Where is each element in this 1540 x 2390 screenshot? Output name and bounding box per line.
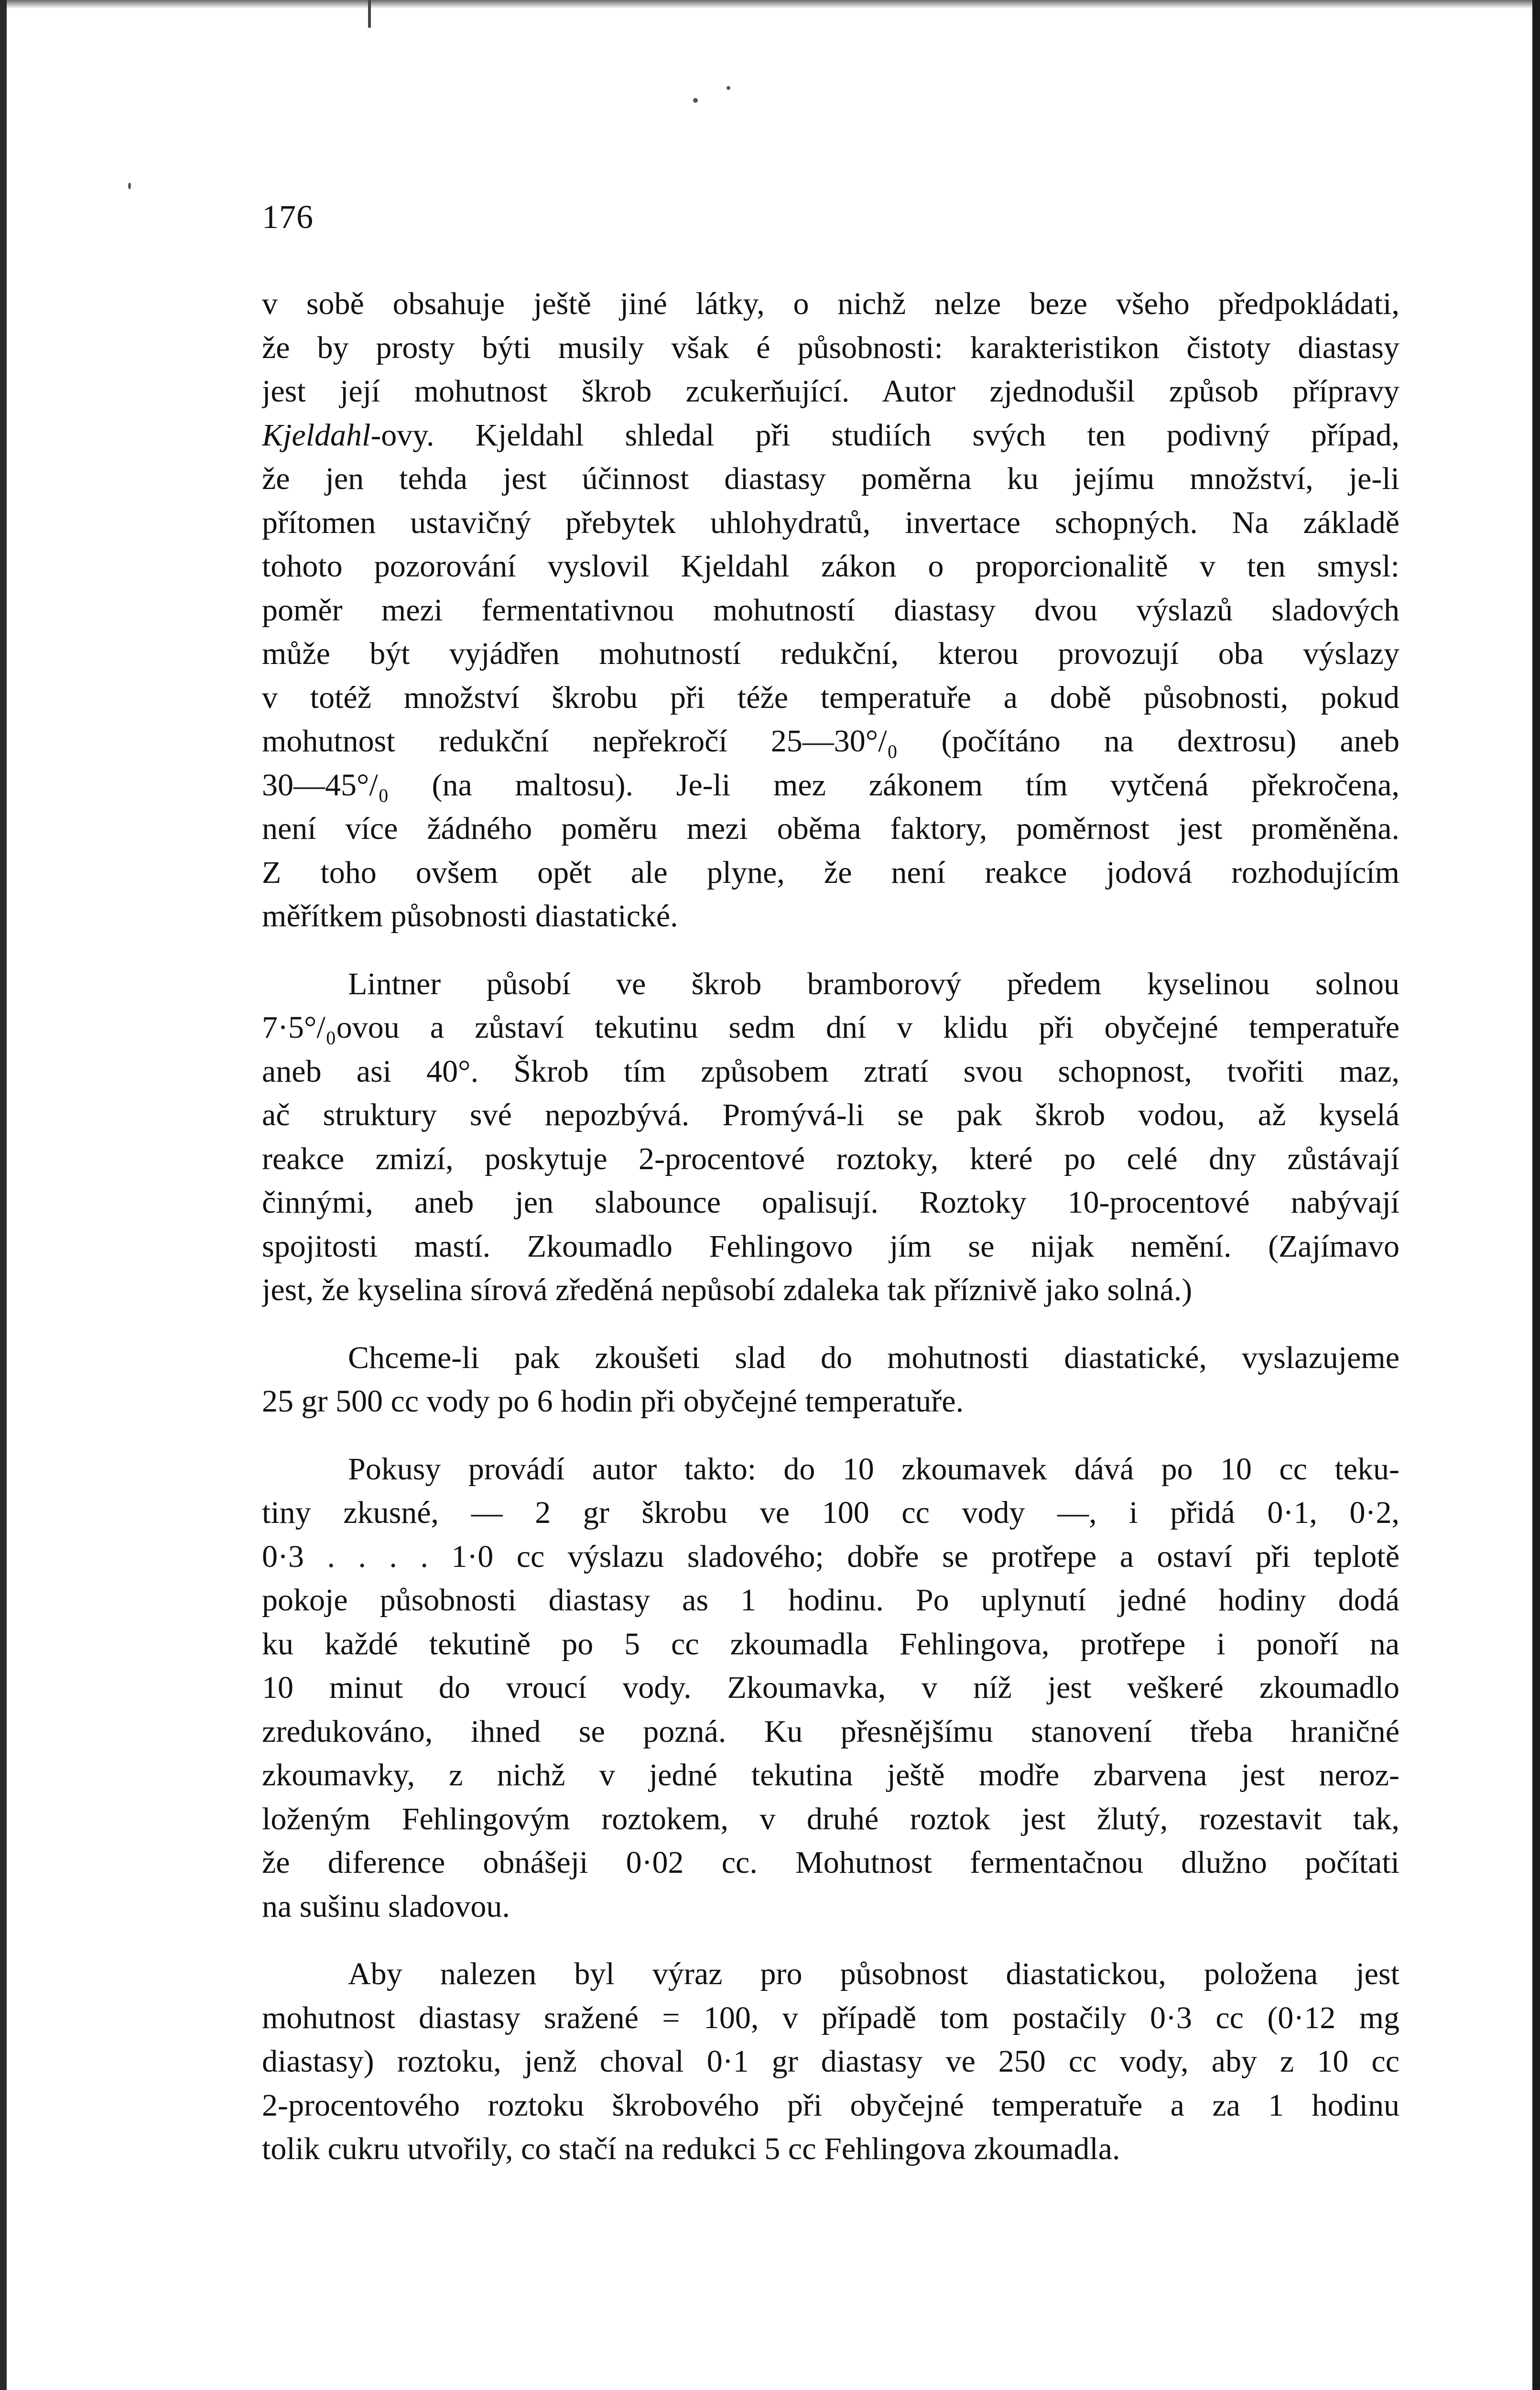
scan-dust-speck — [693, 98, 698, 103]
scan-left-edge — [0, 0, 7, 2390]
text-line: tohoto pozorování vyslovil Kjeldahl zákon o proporcionalitě v ten smysl: — [262, 549, 1399, 584]
text-line: pokoje působnosti diastasy as 1 hodinu. Po uplynutí jedné hodiny dodá — [262, 1583, 1399, 1618]
paragraph — [262, 1952, 1399, 2171]
paragraph — [262, 282, 1399, 938]
text-line: že diference obnášeji 0·02 cc. Mohutnost fermentačnou dlužno počítati — [262, 1845, 1399, 1880]
text-line: 7·5°/₀ovou a zůstaví tekutinu sedm dní v klidu při obyčejné temperatuře — [262, 1010, 1399, 1045]
text-line: spojitosti mastí. Zkoumadlo Fehlingovo jím se nijak nemění. (Zajímavo — [262, 1228, 1399, 1264]
text-line: v totéž množství škrobu při téže temperatuře a době působnosti, pokud — [262, 680, 1399, 715]
text-line: 2-procentového roztoku škrobového při obyčejné temperatuře a za 1 hodinu — [262, 2087, 1399, 2123]
scan-dust-speck — [128, 183, 131, 189]
text-line: 30—45°/₀ (na maltosu). Je-li mez zákonem tím vytčená překročena, — [262, 767, 1399, 803]
text-line: zkoumavky, z nichž v jedné tekutina ještě modře zbarvena jest neroz- — [262, 1758, 1399, 1792]
text-line: Chceme-li pak zkoušeti slad do mohutnosti diastatické, vyslazujeme — [348, 1340, 1399, 1375]
scan-dust-speck — [727, 86, 730, 90]
text-line: měřítkem působnosti diastatické. — [262, 899, 678, 934]
page-number: 176 — [262, 199, 314, 236]
text-line: že by prosty býti musily však é působnosti: karakteristikon čistoty diastasy — [262, 330, 1399, 365]
text-line: Kjeldahl-ovy. Kjeldahl shledal při studiích svých ten podivný případ, — [262, 417, 1399, 453]
text-line: může být vyjádřen mohutností redukční, kterou provozují oba výslazy — [262, 636, 1399, 671]
text-line: ač struktury své nepozbývá. Promývá-li se pak škrob vodou, až kyselá — [262, 1097, 1399, 1132]
text-line: mohutnost diastasy sražené = 100, v případě tom postačily 0·3 cc (0·12 mg — [262, 2000, 1399, 2035]
text-line: tolik cukru utvořily, co stačí na redukci 5 cc Fehlingova zkoumadla. — [262, 2131, 1120, 2166]
text-line: tiny zkusné, — 2 gr škrobu ve 100 cc vody —, i přidá 0·1, 0·2, — [262, 1495, 1399, 1530]
text-line: že jen tehda jest účinnost diastasy poměrna ku jejímu množství, je-li — [262, 461, 1399, 496]
text-line: činnými, aneb jen slabounce opalisují. Roztoky 10-procentové nabývají — [262, 1185, 1399, 1220]
text-line: diastasy) roztoku, jenž choval 0·1 gr diastasy ve 250 cc vody, aby z 10 cc — [262, 2044, 1399, 2079]
paragraph — [262, 1336, 1399, 1423]
text-line: 0·3 . . . . 1·0 cc výslazu sladového; dobře se protřepe a ostaví při teplotě — [262, 1539, 1399, 1574]
text-line: Lintner působí ve škrob bramborový předem kyselinou solnou — [348, 966, 1399, 1001]
text-line: jest, že kyselina sírová zředěná nepůsobí zdaleka tak příznivě jako solná.) — [262, 1272, 1193, 1307]
text-line: Z toho ovšem opět ale plyne, že není reakce jodová rozhodujícím — [262, 855, 1399, 890]
text-line: 25 gr 500 cc vody po 6 hodin při obyčejné temperatuře. — [262, 1384, 964, 1419]
text-line: ku každé tekutině po 5 cc zkoumadla Fehlingova, protřepe i ponoří na — [262, 1626, 1399, 1662]
paragraph — [262, 1447, 1399, 1929]
scan-right-edge — [1532, 0, 1540, 2390]
text-line: aneb asi 40°. Škrob tím způsobem ztratí svou schopnost, tvořiti maz, — [262, 1054, 1399, 1089]
text-line: zredukováno, ihned se pozná. Ku přesnějšímu stanovení třeba hraničné — [262, 1714, 1399, 1749]
text-line: Aby nalezen byl výraz pro působnost diastatickou, položena jest — [348, 1956, 1399, 1991]
text-line: není více žádného poměru mezi oběma faktory, poměrnost jest proměněna. — [262, 811, 1399, 846]
text-line: Pokusy provádí autor takto: do 10 zkoumavek dává po 10 cc teku- — [348, 1451, 1399, 1487]
body-text — [262, 282, 1399, 2171]
paragraph — [262, 962, 1399, 1312]
scan-top-edge — [0, 0, 1540, 9]
text-line: na sušinu sladovou. — [262, 1889, 510, 1924]
text-line: reakce zmizí, poskytuje 2-procentové roztoky, které po celé dny zůstávají — [262, 1141, 1399, 1176]
scan-mark — [368, 0, 371, 28]
text-line: mohutnost redukční nepřekročí 25—30°/₀ (počítáno na dextrosu) aneb — [262, 724, 1399, 759]
text-line: jest její mohutnost škrob zcukerňující. Autor zjednodušil způsob přípravy — [262, 374, 1399, 409]
text-line: loženým Fehlingovým roztokem, v druhé roztok jest žlutý, rozestavit tak, — [262, 1801, 1399, 1836]
text-line: poměr mezi fermentativnou mohutností diastasy dvou výslazů sladových — [262, 592, 1399, 628]
text-line: 10 minut do vroucí vody. Zkoumavka, v níž jest veškeré zkoumadlo — [262, 1670, 1399, 1705]
text-line: v sobě obsahuje ještě jiné látky, o nichž nelze beze všeho předpokládati, — [262, 286, 1399, 321]
text-line: přítomen ustavičný přebytek uhlohydratů, invertace schopných. Na základě — [262, 505, 1399, 540]
